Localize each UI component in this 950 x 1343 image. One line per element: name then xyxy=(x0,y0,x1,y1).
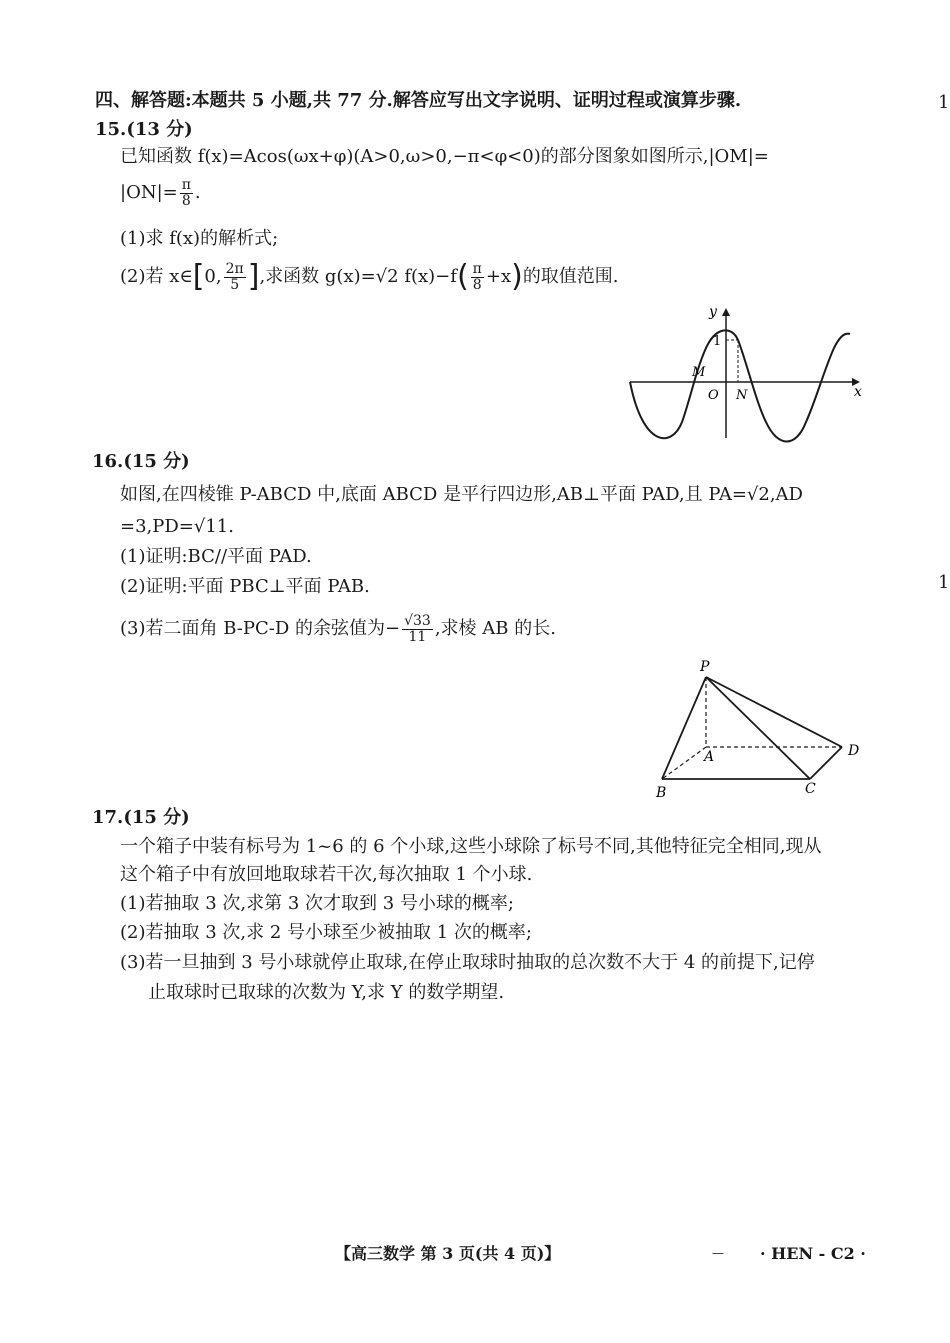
graph-x-label: x xyxy=(854,384,862,400)
q16-stem-line1: 如图,在四棱锥 P-ABCD 中,底面 ABCD 是平行四边形,AB⊥平面 PAD,且 PA=√2,AD xyxy=(120,484,803,505)
edge-pc xyxy=(706,677,810,779)
graph-y-arrow xyxy=(722,308,730,316)
graph-one-label: 1 xyxy=(713,334,722,349)
q15-frac-den: 8 xyxy=(181,192,191,209)
graph-n-label: N xyxy=(736,388,748,403)
graph-o-label: O xyxy=(708,388,719,403)
pyramid-figure xyxy=(650,655,870,803)
q15-stem-line1: 已知函数 f(x)=Acos(ωx+φ)(A>0,ω>0,−π<φ<0)的部分图象如图所示,|OM|= xyxy=(120,146,769,167)
vertex-p-label: P xyxy=(700,659,710,675)
q16-part3-suffix: ,求棱 AB 的长. xyxy=(434,618,556,640)
q17-stem-line1: 一个箱子中装有标号为 1~6 的 6 个小球,这些小球除了标号不同,其他特征完全相同,现从 xyxy=(120,836,822,857)
vertex-b-label: B xyxy=(656,785,667,801)
vertex-c-label: C xyxy=(805,781,816,797)
q15-interval-den: 5 xyxy=(230,276,240,293)
q15-frac-num: π xyxy=(181,177,191,193)
edge-pb xyxy=(662,677,706,779)
q15-part2-prefix: (2)若 x∈ xyxy=(120,266,193,288)
q15-part2-mid: ,求函数 g(x)=√2 f(x)−f xyxy=(259,266,457,288)
q16-part3-num: √33 xyxy=(404,613,431,629)
q15-interval-num: 2π xyxy=(225,261,244,277)
q17-part2: (2)若抽取 3 次,求 2 号小球至少被抽取 1 次的概率; xyxy=(120,922,532,943)
q16-part2: (2)证明:平面 PBC⊥平面 PAB. xyxy=(120,576,370,597)
q15-fraction xyxy=(180,178,193,208)
q15-part2-suffix: 的取值范围. xyxy=(522,266,619,288)
q16-title: 16.(15 分) xyxy=(92,451,190,472)
q15-paren-num: π xyxy=(472,261,482,277)
q15-part1: (1)求 f(x)的解析式; xyxy=(120,228,279,249)
margin-mark: 1 xyxy=(938,92,950,113)
vertex-d-label: D xyxy=(848,743,860,759)
footer-dash: — xyxy=(712,1246,724,1260)
q15-paren-fraction xyxy=(471,262,484,292)
q15-interval-right: ] xyxy=(247,259,260,295)
q15-part2 xyxy=(120,259,619,295)
q17-part3-line1: (3)若一旦抽到 3 号小球就停止取球,在停止取球时抽取的总次数不大于 4 的前提下,记停 xyxy=(120,952,815,973)
edge-cd xyxy=(810,747,842,779)
section-header: 四、解答题:本题共 5 小题,共 77 分.解答应写出文字说明、证明过程或演算步骤. xyxy=(95,90,742,111)
q16-stem-line2: =3,PD=√11. xyxy=(120,516,234,537)
q15-paren-left: ( xyxy=(456,259,469,295)
q16-part3-fraction xyxy=(402,614,433,644)
graph-y-label: y xyxy=(709,304,717,320)
margin-mark: 1 xyxy=(938,572,950,593)
cosine-graph xyxy=(620,300,870,445)
q16-part3-den: 11 xyxy=(408,628,427,645)
q15-title: 15.(13 分) xyxy=(95,119,193,140)
q17-part1: (1)若抽取 3 次,求第 3 次才取到 3 号小球的概率; xyxy=(120,893,514,914)
q17-stem-line2: 这个箱子中有放回地取球若干次,每次抽取 1 个小球. xyxy=(120,864,533,885)
q15-paren-den: 8 xyxy=(472,276,482,293)
q17-title: 17.(15 分) xyxy=(92,807,190,828)
q15-interval-left: [ xyxy=(192,259,205,295)
graph-m-label: M xyxy=(692,365,706,380)
q16-part3-prefix: (3)若二面角 B-PC-D 的余弦值为− xyxy=(120,618,401,640)
q15-paren-plus: +x xyxy=(485,266,512,288)
q15-stem-line2 xyxy=(120,178,201,208)
q15-stem-prefix: |ON|= xyxy=(120,182,178,204)
q15-stem-suffix: . xyxy=(194,182,201,204)
q16-part3 xyxy=(120,614,556,644)
q16-part1: (1)证明:BC//平面 PAD. xyxy=(120,546,312,567)
cosine-curve xyxy=(630,330,850,441)
q15-interval-fraction xyxy=(224,262,246,292)
q15-paren-right: ) xyxy=(511,259,523,295)
vertex-a-label: A xyxy=(704,749,715,765)
footer-page-info: 【高三数学 第 3 页(共 4 页)】 xyxy=(335,1244,561,1263)
q17-part3-line2: 止取球时已取球的次数为 Y,求 Y 的数学期望. xyxy=(148,982,505,1003)
q15-interval-zero: 0, xyxy=(204,266,222,288)
footer-code: · HEN - C2 · xyxy=(760,1244,866,1263)
edge-pd xyxy=(706,677,842,747)
